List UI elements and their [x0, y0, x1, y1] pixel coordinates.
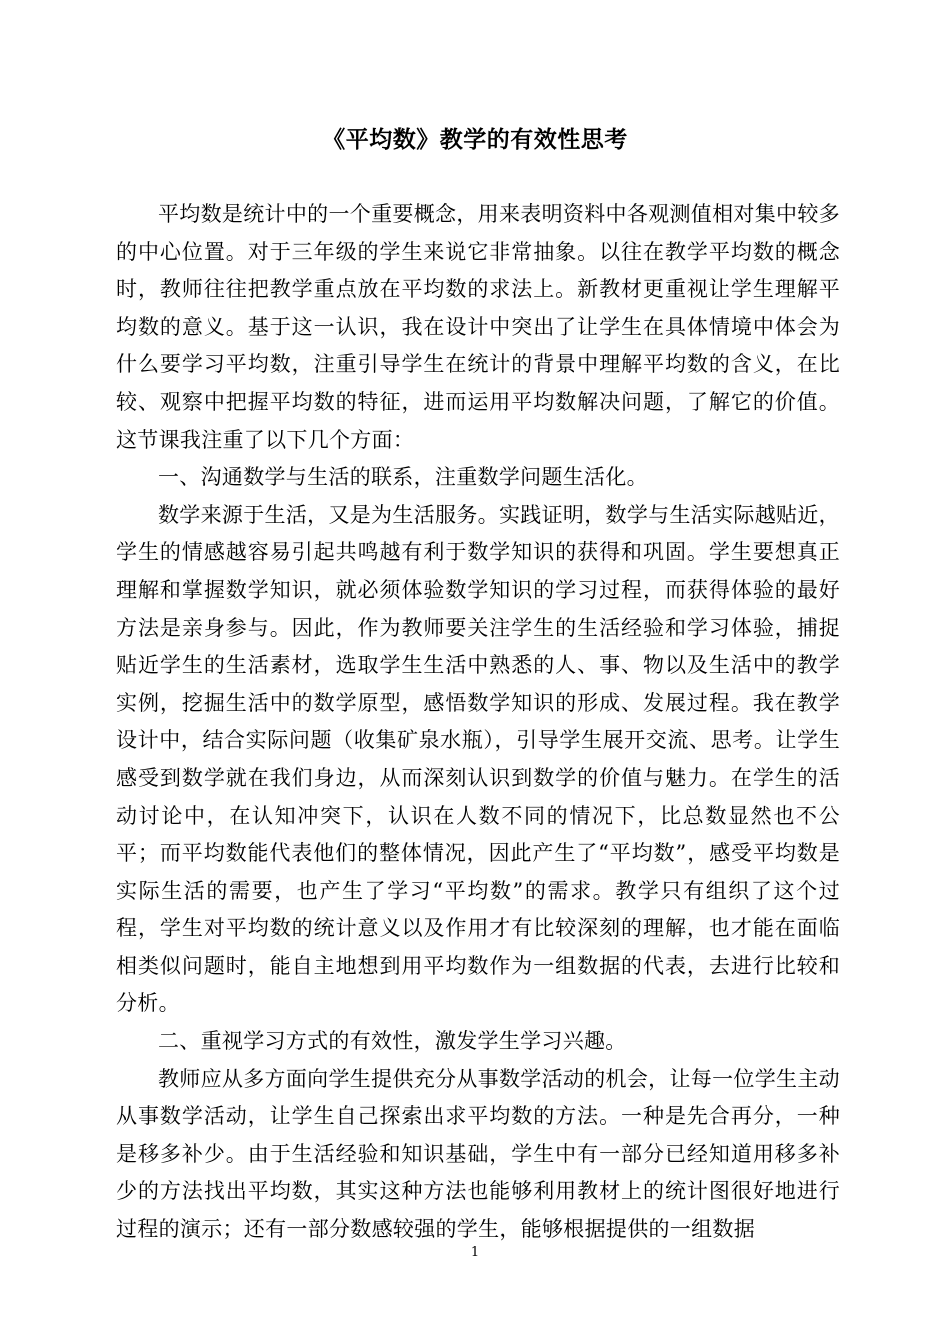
document-body: [116, 196, 840, 1249]
paragraph-intro: 平均数是统计中的一个重要概念，用来表明资料中各观测值相对集中较多的中心位置。对于三年级的学生来说它非常抽象。以往在教学平均数的概念时，教师往往把教学重点放在平均数的求法上。新教材更重视让学生理解平均数的意义。基于这一认识，我在设计中突出了让学生在具体情境中体会为什么要学习平均数，注重引导学生在统计的背景中理解平均数的含义，在比较、观察中把握平均数的特征，进而运用平均数解决问题，了解它的价值。这节课我注重了以下几个方面：: [116, 202, 840, 452]
document-title: 《平均数》教学的有效性思考: [322, 127, 628, 153]
section-heading-2: 二、重视学习方式的有效性，激发学生学习兴趣。: [158, 1029, 627, 1054]
section-heading-1: 一、沟通数学与生活的联系，注重数学问题生活化。: [158, 465, 648, 490]
paragraph-section-2: 教师应从多方面向学生提供充分从事数学活动的机会，让每一位学生主动从事数学活动，让学生自己探索出求平均数的方法。一种是先合再分，一种是移多补少。由于生活经验和知识基础，学生中有一部分已经知道用移多补少的方法找出平均数，其实这种方法也能够利用教材上的统计图很好地进行过程的演示；还有一部分数感较强的学生，能够根据提供的一组数据: [116, 1066, 840, 1242]
paragraph-section-1: 数学来源于生活，又是为生活服务。实践证明，数学与生活实际越贴近，学生的情感越容易引起共鸣越有利于数学知识的获得和巩固。学生要想真正理解和掌握数学知识，就必须体验数学知识的学习过程，而获得体验的最好方法是亲身参与。因此，作为教师要关注学生的生活经验和学习体验，捕捉贴近学生的生活素材，选取学生生活中熟悉的人、事、物以及生活中的教学实例，挖掘生活中的数学原型，感悟数学知识的形成、发展过程。我在教学设计中，结合实际问题（收集矿泉水瓶），引导学生展开交流、思考。让学生感受到数学就在我们身边，从而深刻认识到数学的价值与魅力。在学生的活动讨论中，在认知冲突下，认识在人数不同的情况下，比总数显然也不公平；而平均数能代表他们的整体情况，因此产生了“平均数”，感受平均数是实际生活的需要，也产生了学习“平均数”的需求。教学只有组织了这个过程，学生对平均数的统计意义以及作用才有比较深刻的理解，也才能在面临相类似问题时，能自主地想到用平均数作为一组数据的代表，去进行比较和分析。: [116, 502, 840, 1016]
page-number: 1: [470, 1245, 480, 1260]
